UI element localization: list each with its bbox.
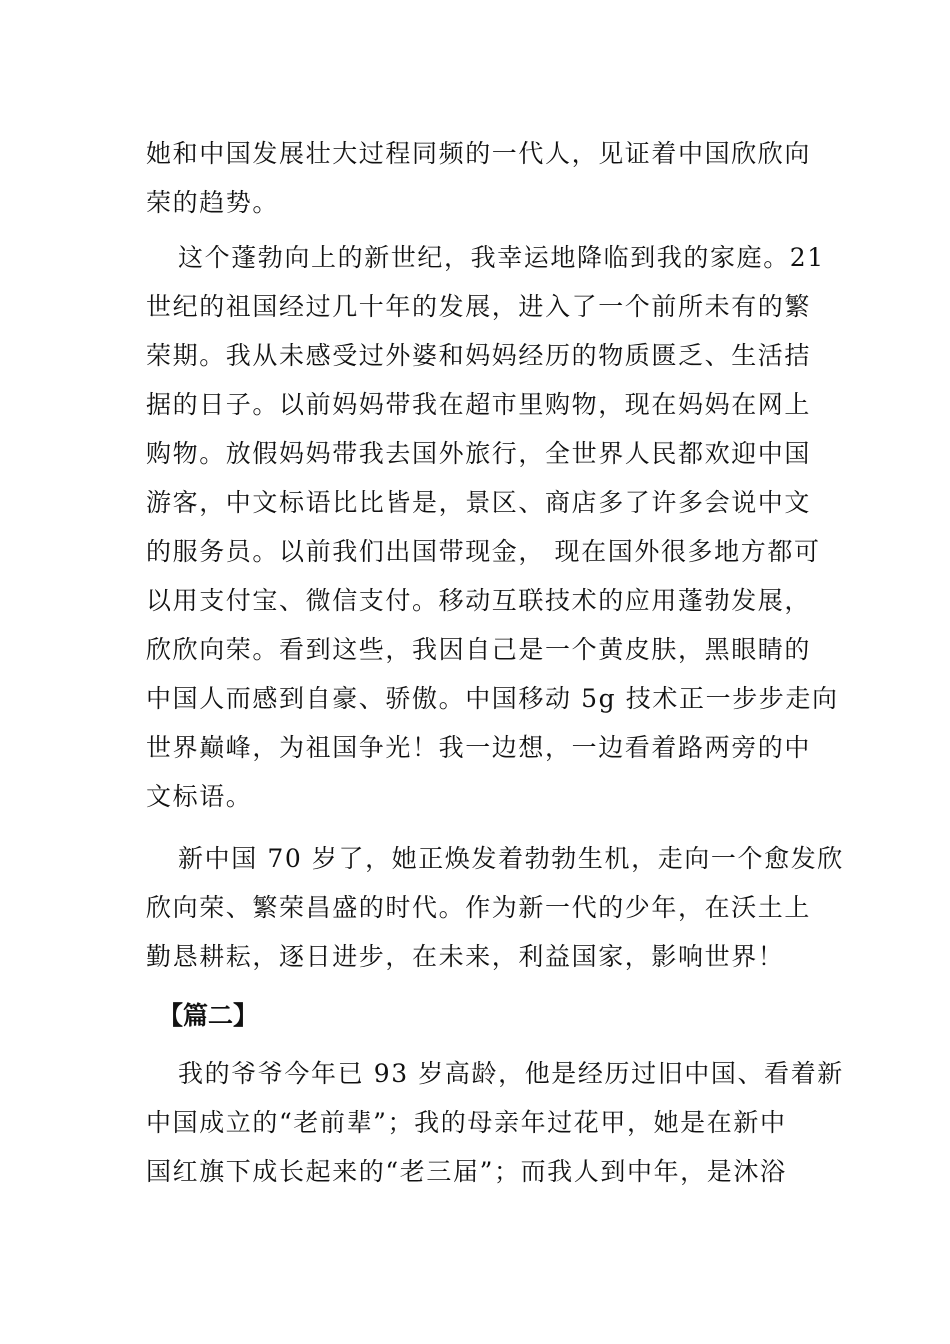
paragraph-line: 国红旗下成长起来的“老三届”；而我人到中年，是沐浴: [146, 1157, 787, 1186]
paragraph-line: 她和中国发展壮大过程同频的一代人，见证着中国欣欣向: [146, 139, 812, 168]
paragraph-line: 新中国 70 岁了，她正焕发着勃勃生机，走向一个愈发欣: [178, 844, 844, 873]
paragraph-line: 欣向荣、繁荣昌盛的时代。作为新一代的少年，在沃土上: [146, 893, 812, 922]
paragraph-line: 游客，中文标语比比皆是，景区、商店多了许多会说中文: [146, 488, 812, 517]
section-heading: 【篇二】: [158, 1001, 259, 1030]
paragraph-line: 这个蓬勃向上的新世纪，我幸运地降临到我的家庭。21: [178, 243, 825, 272]
paragraph-line: 欣欣向荣。看到这些，我因自己是一个黄皮肤，黑眼睛的: [146, 635, 812, 664]
paragraph-line: 世纪的祖国经过几十年的发展，进入了一个前所未有的繁: [146, 292, 812, 321]
paragraph-line: 的服务员。以前我们出国带现金， 现在国外很多地方都可: [146, 537, 821, 566]
paragraph-line: 文标语。: [146, 782, 253, 811]
paragraph-line: 购物。放假妈妈带我去国外旅行，全世界人民都欢迎中国: [146, 439, 812, 468]
paragraph-line: 以用支付宝、微信支付。移动互联技术的应用蓬勃发展，: [146, 586, 812, 615]
paragraph-line: 荣的趋势。: [146, 188, 280, 217]
paragraph-line: 中国成立的“老前辈”；我的母亲年过花甲，她是在新中: [146, 1108, 787, 1137]
paragraph-line: 世界巅峰，为祖国争光！我一边想，一边看着路两旁的中: [146, 733, 812, 762]
paragraph-line: 中国人而感到自豪、骄傲。中国移动 5g 技术正一步步走向: [146, 684, 839, 713]
paragraph-line: 荣期。我从未感受过外婆和妈妈经历的物质匮乏、生活拮: [146, 341, 812, 370]
paragraph-line: 据的日子。以前妈妈带我在超市里购物，现在妈妈在网上: [146, 390, 812, 419]
paragraph-line: 勤恳耕耘，逐日进步，在未来，利益国家，影响世界！: [146, 942, 785, 971]
paragraph-line: 我的爷爷今年已 93 岁高龄，他是经历过旧中国、看着新: [178, 1059, 844, 1088]
